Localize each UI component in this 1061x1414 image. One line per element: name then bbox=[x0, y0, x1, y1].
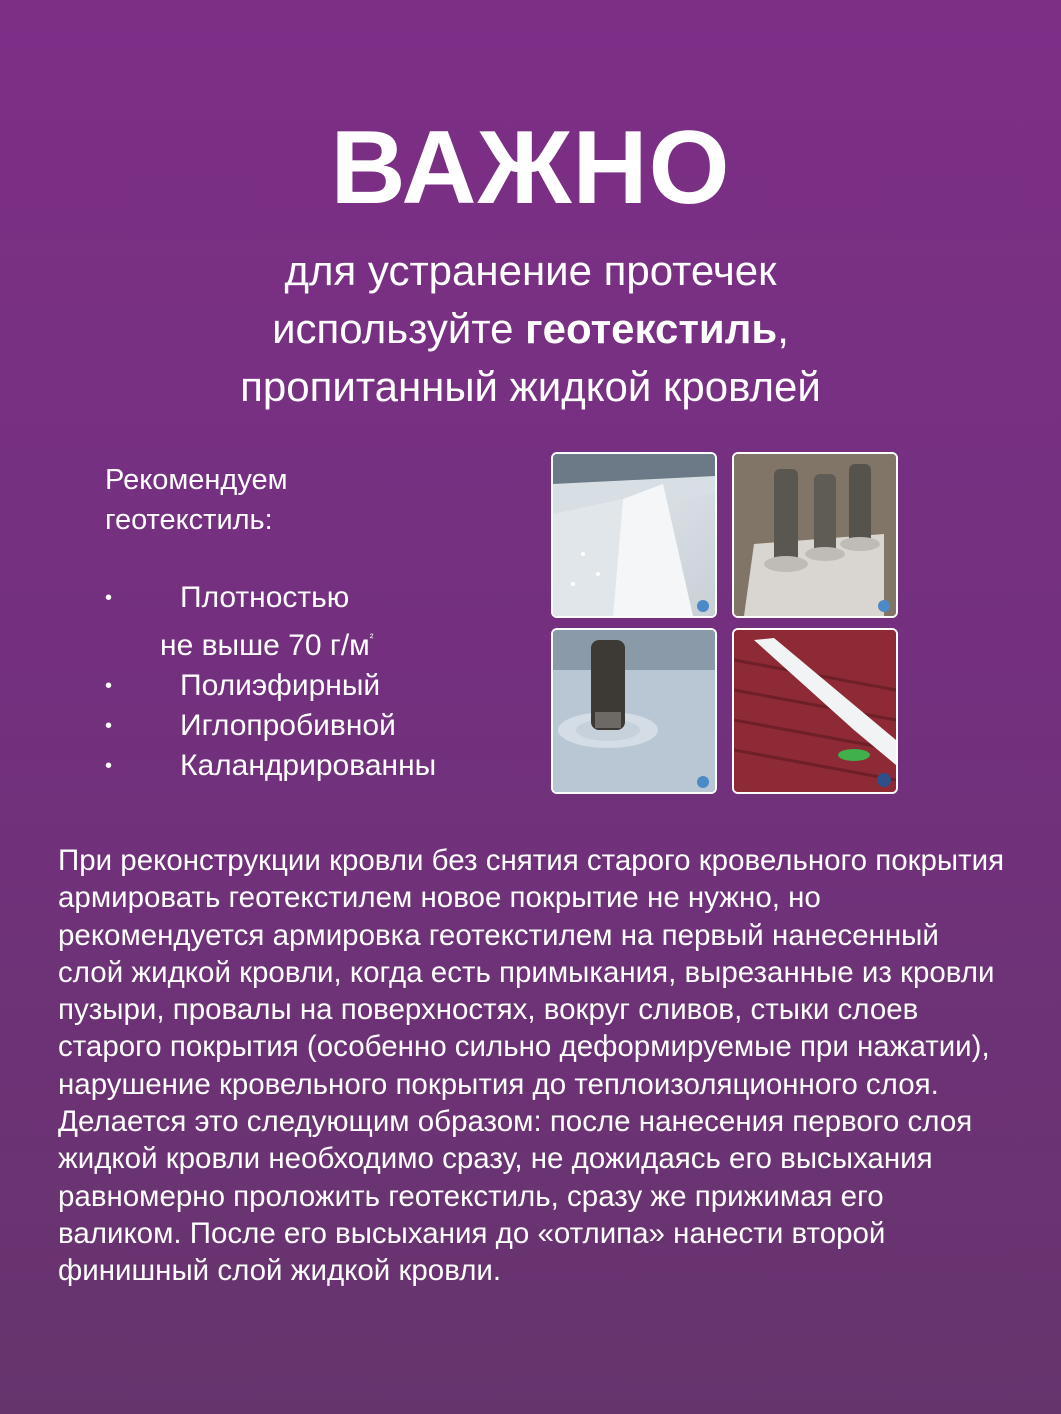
subtitle-line-2-suffix: , bbox=[777, 305, 789, 352]
list-item-label: Каландрированны bbox=[180, 749, 437, 782]
bullet-icon: • bbox=[105, 755, 113, 777]
subtitle-line-2-prefix: используйте bbox=[272, 305, 526, 352]
single-vent-coated-roof-photo bbox=[551, 628, 717, 794]
subtitle-line-3: пропитанный жидкой кровлей bbox=[240, 363, 821, 410]
photo-grid bbox=[551, 452, 901, 796]
snowy-roof-corner-photo bbox=[551, 452, 717, 618]
page-subtitle bbox=[0, 242, 1061, 416]
list-item bbox=[105, 706, 525, 746]
subtitle-line-2 bbox=[0, 300, 1061, 358]
body-paragraph: При реконструкции кровли без снятия старого кровельного покрытия армировать геотекстилем новое покрытие не нужно, но рекомендуется армировка геотекстилем на первый нанесенный слой жидкой кровли, когда есть примыкания, вырезанные из кровли пузыри, провалы на поверхностях, вокруг сливов, стыки слоев старого покрытия (особенно сильно деформируемые при нажатии), нарушение кровельного покрытия до теплоизоляционного слоя. Делается это следующим образом: после нанесения первого слоя жидкой кровли необходимо сразу, не дожидаясь его высыхания равномерно проложить геотекстиль, сразу же прижимая его валиком. После его высыхания до «отлипа» нанести второй финишный слой жидкой кровли. bbox=[58, 844, 1005, 1288]
list-item-label: Полиэфирный bbox=[180, 669, 381, 702]
unit-superscript: ² bbox=[369, 632, 374, 644]
list-item bbox=[105, 578, 525, 666]
subtitle-line-2-bold: геотекстиль bbox=[525, 305, 778, 352]
list-item-label: Плотностью bbox=[180, 581, 350, 614]
bullet-icon: • bbox=[105, 675, 113, 697]
subtitle-line-1: для устранение протечек bbox=[284, 247, 777, 294]
list-item-label: Иглопробивной bbox=[180, 709, 396, 742]
recommend-intro-line-2: геотекстиль: bbox=[105, 504, 273, 536]
recommend-intro-line-1: Рекомендуем bbox=[105, 464, 288, 496]
bullet-icon: • bbox=[105, 587, 113, 609]
recommendation-block bbox=[105, 460, 525, 786]
list-item-sub bbox=[160, 618, 525, 666]
roof-vent-pipes-photo bbox=[732, 452, 898, 618]
bullet-icon: • bbox=[105, 715, 113, 737]
list-item bbox=[105, 666, 525, 706]
list-item-sub-text: не выше 70 г/м bbox=[160, 629, 370, 662]
red-metal-roof-repair-photo bbox=[732, 628, 898, 794]
page-title: ВАЖНО bbox=[330, 110, 731, 226]
list-item bbox=[105, 746, 525, 786]
recommend-list bbox=[105, 578, 525, 786]
